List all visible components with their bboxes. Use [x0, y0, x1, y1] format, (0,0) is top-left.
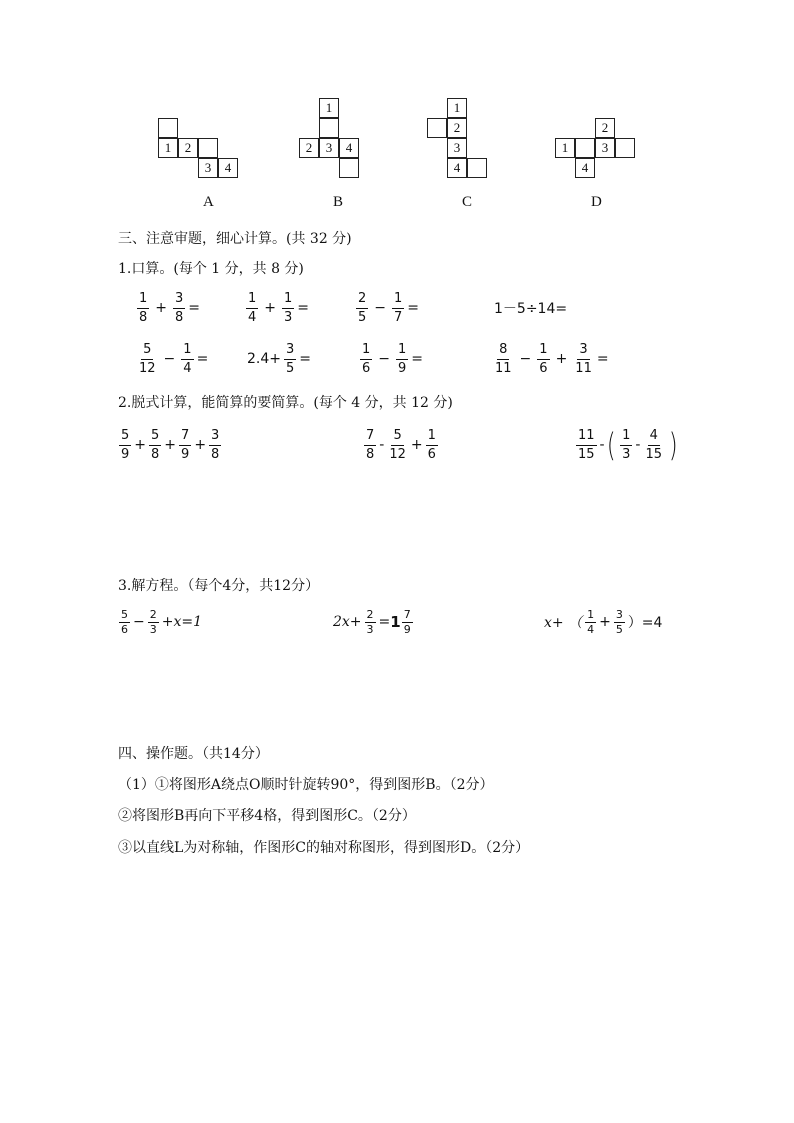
net-a-cell	[158, 118, 178, 138]
net-a-cell: 3	[198, 158, 218, 178]
q3-title: 3.解方程。（每个4分，共12分）	[118, 578, 320, 594]
fraction: $\frac{4}{15}$	[645, 427, 662, 462]
net-d-cell	[615, 138, 635, 158]
oral-expr-3: $\frac{2}{5}$ − $\frac{1}{7}$ =	[358, 290, 420, 325]
oral-expr-6: 2.4+ $\frac{3}{5}$ =	[247, 341, 312, 376]
net-c-cell: 2	[447, 118, 467, 138]
net-d-cell: 4	[575, 158, 595, 178]
fraction: $\frac{8}{11}$	[495, 341, 512, 376]
fraction: $\frac{2}{3}$	[366, 607, 374, 636]
fraction: $\frac{3}{5}$	[615, 607, 623, 636]
oral-expr-4: 1－5÷14=	[494, 301, 568, 317]
fraction: $\frac{1}{6}$	[539, 341, 548, 376]
net-a-cell: 2	[178, 138, 198, 158]
fraction: $\frac{3}{11}$	[575, 341, 592, 376]
net-c-cell	[467, 158, 487, 178]
net-c-cell: 3	[447, 138, 467, 158]
net-d-cell	[575, 138, 595, 158]
fraction: $\frac{2}{5}$	[358, 290, 367, 325]
oral-expr-8: $\frac{8}{11}$ − $\frac{1}{6}$ + $\frac{3}{11}$ =	[495, 341, 609, 376]
oral-expr-7: $\frac{1}{6}$ − $\frac{1}{9}$ =	[362, 341, 424, 376]
net-b-cell: 1	[319, 98, 339, 118]
net-d-label: D	[591, 194, 602, 210]
q2-title: 2.脱式计算，能简算的要简算。(每个 4 分，共 12 分)	[118, 395, 453, 411]
stepcalc-expr-1: $\frac{5}{9}$ + $\frac{5}{8}$ + $\frac{7}{9}$ + $\frac{3}{8}$	[121, 427, 220, 462]
fraction: $\frac{1}{3}$	[284, 290, 293, 325]
fraction: $\frac{1}{4}$	[587, 607, 595, 636]
stepcalc-expr-2: $\frac{7}{8}$ - $\frac{5}{12}$ + $\frac{1}{6}$	[366, 427, 436, 462]
section4-line-3: ③以直线L为对称轴，作图形C的轴对称图形，得到图形D。（2分）	[118, 840, 530, 856]
oral-expr-5: $\frac{5}{12}$ − $\frac{1}{4}$ =	[139, 341, 209, 376]
fraction: $\frac{7}{9}$	[403, 607, 411, 636]
fraction: $\frac{5}{12}$	[139, 341, 156, 376]
net-c-cell	[427, 118, 447, 138]
net-b-cell: 3	[319, 138, 339, 158]
fraction: $\frac{1}{3}$	[622, 427, 631, 462]
net-a-cell	[198, 138, 218, 158]
fraction: $\frac{1}{6}$	[362, 341, 371, 376]
section4-title: 四、操作题。（共14分）	[118, 746, 269, 762]
net-b-cell: 2	[299, 138, 319, 158]
net-d-cell: 1	[555, 138, 575, 158]
fraction: $\frac{5}{6}$	[121, 607, 128, 636]
fraction: $\frac{1}{4}$	[248, 290, 257, 325]
net-c-label: C	[462, 194, 473, 210]
equation-1: $\frac{5}{6}$ − $\frac{2}{3}$ +x=1	[121, 607, 202, 636]
section4-line-1: （1）①将图形A绕点O顺时针旋转90°，得到图形B。（2分）	[118, 777, 494, 793]
fraction: $\frac{1}{4}$	[183, 341, 192, 376]
equation-2: 2x+ $\frac{2}{3}$ = 1 $\frac{7}{9}$	[333, 607, 411, 636]
oral-expr-1: $\frac{1}{8}$ + $\frac{3}{8}$ =	[139, 290, 201, 325]
net-b-label: B	[333, 194, 344, 210]
q1-title: 1.口算。(每个 1 分，共 8 分)	[118, 261, 304, 277]
section3-title: 三、注意审题，细心计算。(共 32 分)	[118, 231, 352, 247]
fraction: $\frac{3}{8}$	[211, 427, 220, 462]
fraction: $\frac{5}{8}$	[151, 427, 160, 462]
net-c-cell: 4	[447, 158, 467, 178]
net-a-label: A	[203, 194, 214, 210]
net-d-cell: 3	[595, 138, 615, 158]
fraction: $\frac{1}{8}$	[139, 290, 148, 325]
oral-expr-2: $\frac{1}{4}$ + $\frac{1}{3}$ =	[248, 290, 310, 325]
net-d-cell: 2	[595, 118, 615, 138]
net-a-cell: 1	[158, 138, 178, 158]
section4-line-2: ②将图形B再向下平移4格，得到图形C。（2分）	[118, 808, 416, 824]
fraction: $\frac{1}{7}$	[394, 290, 403, 325]
fraction: $\frac{2}{3}$	[149, 607, 157, 636]
net-b-cell	[319, 118, 339, 138]
fraction: $\frac{5}{12}$	[389, 427, 406, 462]
fraction: $\frac{1}{6}$	[427, 427, 436, 462]
fraction: $\frac{3}{8}$	[175, 290, 184, 325]
fraction: $\frac{7}{8}$	[366, 427, 375, 462]
net-a-cell: 4	[218, 158, 238, 178]
fraction: $\frac{7}{9}$	[181, 427, 190, 462]
equation-3: x+ （ $\frac{1}{4}$ + $\frac{3}{5}$ ）=4	[544, 607, 663, 636]
fraction: $\frac{1}{9}$	[398, 341, 407, 376]
fraction: $\frac{5}{9}$	[121, 427, 130, 462]
net-b-cell: 4	[339, 138, 359, 158]
fraction: $\frac{11}{15}$	[578, 427, 595, 462]
fraction: $\frac{3}{5}$	[286, 341, 295, 376]
net-c-cell: 1	[447, 98, 467, 118]
stepcalc-expr-3: $\frac{11}{15}$ - ( $\frac{1}{3}$ - $\frac{4}{15}$ )	[578, 426, 678, 464]
net-b-cell	[339, 158, 359, 178]
